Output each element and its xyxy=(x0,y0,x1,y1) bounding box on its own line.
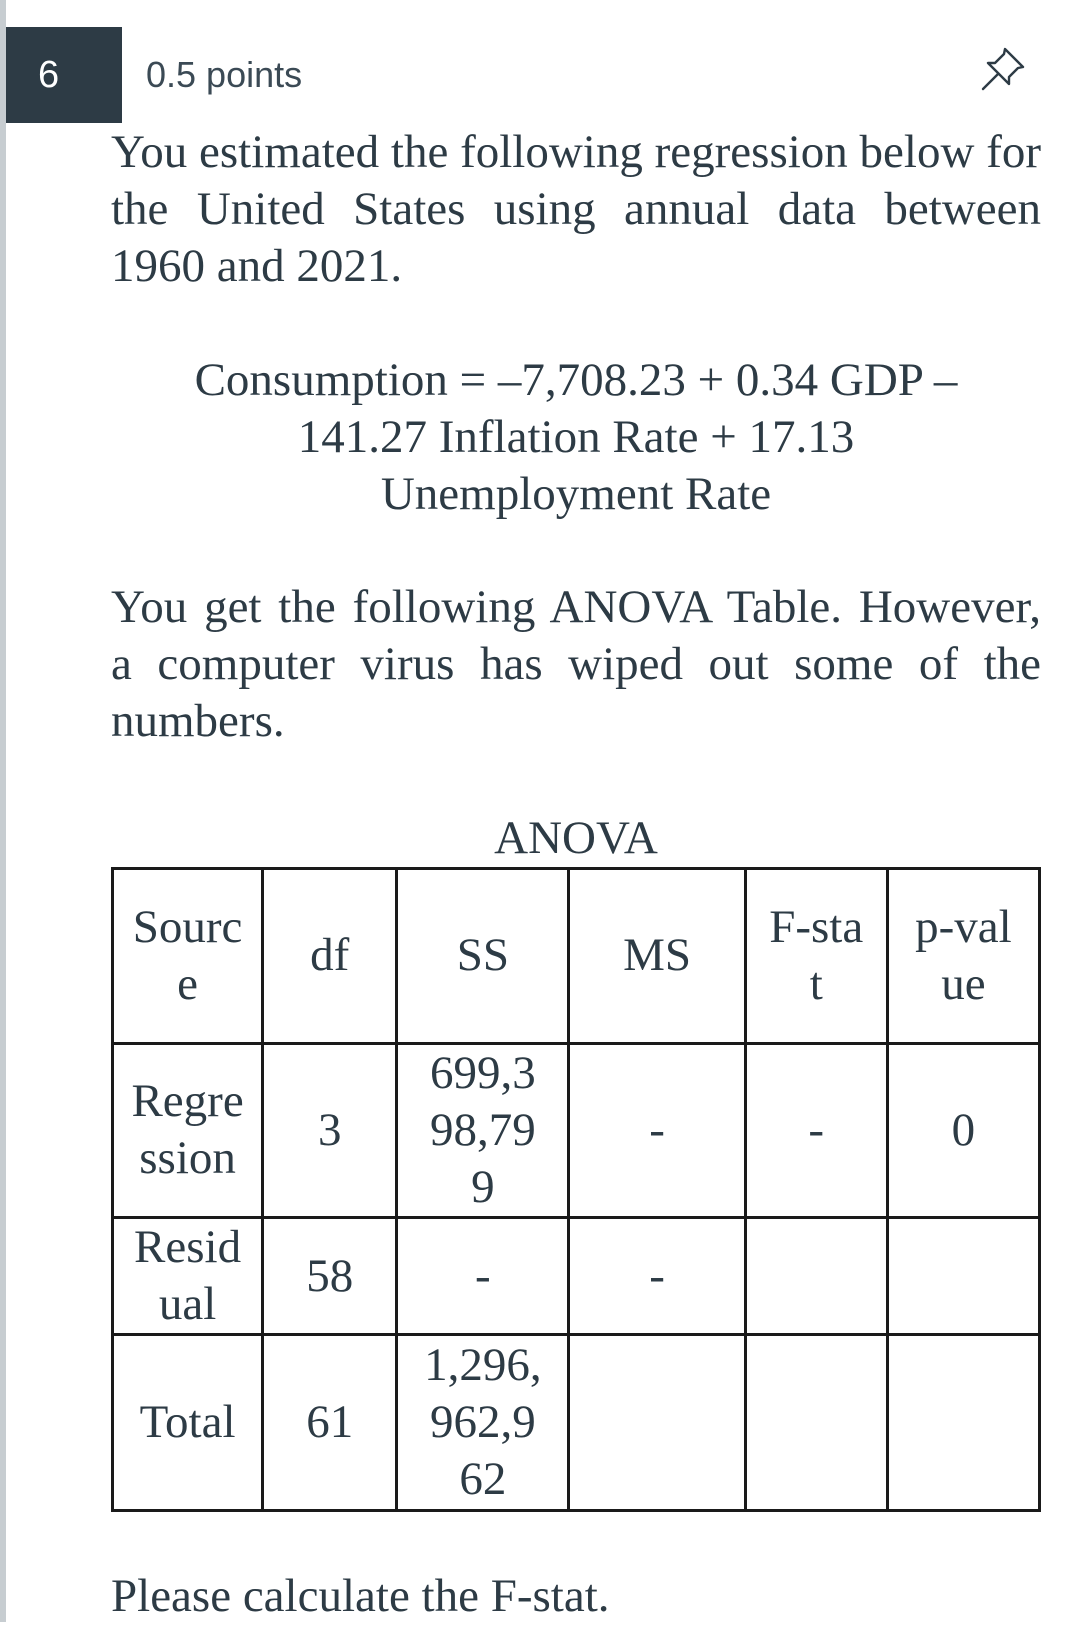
question-points: 0.5 points xyxy=(146,54,303,95)
cell-df: 58 xyxy=(263,1218,397,1335)
equation-line-1: Consumption = –7,708.23 + 0.34 GDP – xyxy=(194,354,958,406)
header-ss: SS xyxy=(397,869,569,1044)
cell-source: Total xyxy=(113,1335,263,1511)
anova-table xyxy=(111,867,1041,1512)
left-rail xyxy=(0,0,6,1622)
question-intro: You estimated the following regression below for the United States using annual data between 1960 and 2021. xyxy=(111,126,1041,292)
header-ms: MS xyxy=(569,869,745,1044)
table-intro: You get the following ANOVA Table. However, a computer virus has wiped out some of the numbers. xyxy=(111,581,1041,747)
regression-equation xyxy=(111,352,1041,523)
cell-ss: - xyxy=(397,1218,569,1335)
header-source: Source xyxy=(113,869,263,1044)
cell-ms: - xyxy=(569,1218,745,1335)
cell-df: 3 xyxy=(263,1043,397,1218)
cell-f-stat xyxy=(745,1335,887,1511)
cell-ss: 1,296,962,962 xyxy=(397,1335,569,1511)
cell-source: Residual xyxy=(113,1218,263,1335)
cell-source: Regression xyxy=(113,1043,263,1218)
question-prompt: Please calculate the F-stat. xyxy=(111,1570,610,1622)
cell-df: 61 xyxy=(263,1335,397,1511)
header-df: df xyxy=(263,869,397,1044)
cell-p-value: 0 xyxy=(887,1043,1039,1218)
equation-line-2: 141.27 Inflation Rate + 17.13 xyxy=(297,411,855,463)
equation-line-3: Unemployment Rate xyxy=(380,468,772,520)
table-row-residual xyxy=(113,1218,1040,1335)
cell-ss: 699,398,799 xyxy=(397,1043,569,1218)
cell-f-stat: - xyxy=(745,1043,887,1218)
question-number: 6 xyxy=(38,53,60,96)
header-p-value: p-value xyxy=(887,869,1039,1044)
header-f-stat: F-stat xyxy=(745,869,887,1044)
cell-p-value xyxy=(887,1218,1039,1335)
cell-f-stat xyxy=(745,1218,887,1335)
cell-ms xyxy=(569,1335,745,1511)
pushpin-icon[interactable] xyxy=(978,44,1028,94)
anova-title: ANOVA xyxy=(494,812,658,864)
table-row-regression xyxy=(113,1043,1040,1218)
cell-ms: - xyxy=(569,1043,745,1218)
cell-p-value xyxy=(887,1335,1039,1511)
question-number-badge xyxy=(6,27,122,123)
table-header-row xyxy=(113,869,1040,1044)
table-row-total xyxy=(113,1335,1040,1511)
